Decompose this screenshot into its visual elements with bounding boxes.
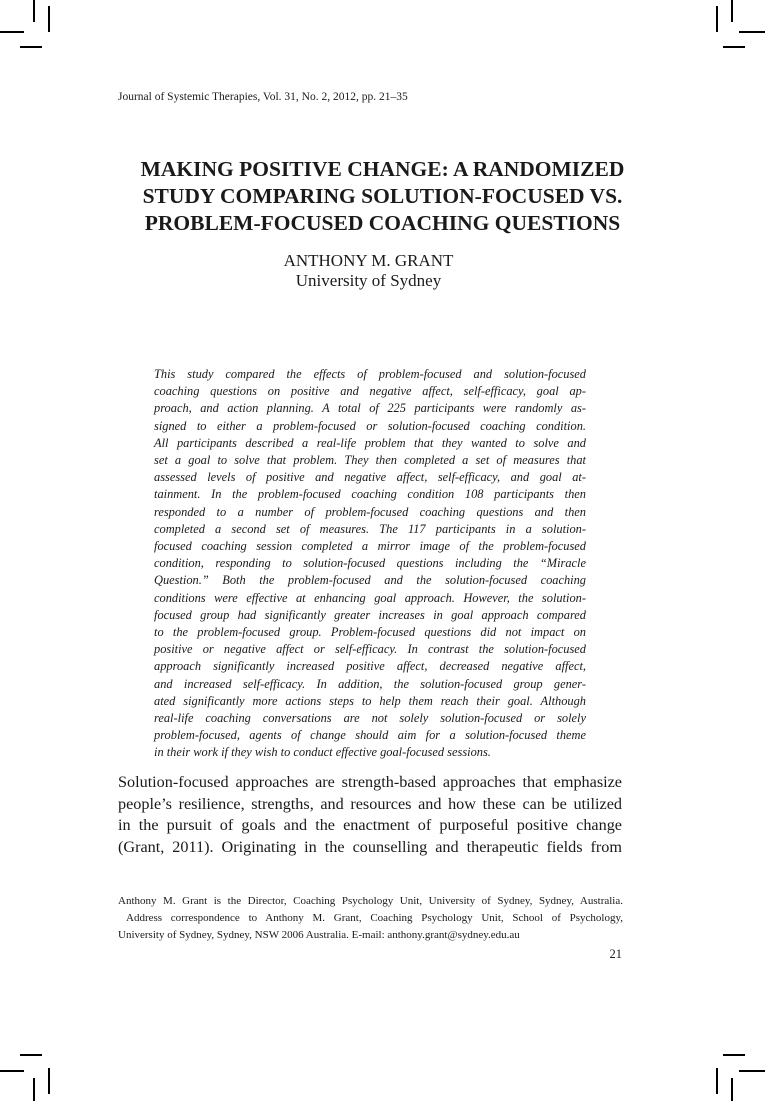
abstract-line: All participants described a real-life problem that they wanted to solve and bbox=[154, 435, 586, 450]
abstract-line: problem-focused, agents of change should aim for a solution-focused theme bbox=[154, 728, 586, 743]
abstract-line: ated significantly more actions steps to help them reach their goal. Although bbox=[154, 693, 586, 708]
title-line: MAKING POSITIVE CHANGE: A RANDOMIZED bbox=[140, 157, 625, 181]
running-head: Journal of Systemic Therapies, Vol. 31, No. 2, 2012, pp. 21–35 bbox=[118, 91, 408, 103]
abstract-line: assessed levels of positive and negative affect, self-efficacy, and goal at- bbox=[154, 470, 586, 485]
body-line: in the pursuit of goals and the enactment of purposeful positive change bbox=[118, 816, 622, 835]
abstract-line: responded to a number of problem-focused coaching questions and then bbox=[154, 504, 586, 519]
body-line: Solution-focused approaches are strength-based approaches that emphasize bbox=[118, 773, 622, 791]
abstract-line: coaching questions on positive and negative affect, self-efficacy, goal ap- bbox=[154, 384, 586, 399]
body-line: (Grant, 2011). Originating in the counselling and therapeutic fields from bbox=[118, 838, 622, 857]
abstract-line: positive or negative affect or self-efficacy. In contrast the solution-focused bbox=[154, 642, 586, 657]
abstract-line: This study compared the effects of problem-focused and solution-focused bbox=[154, 367, 586, 381]
abstract bbox=[154, 366, 586, 762]
footnote-line: Anthony M. Grant is the Director, Coaching Psychology Unit, University of Sydney, Sydney, Australia. bbox=[118, 895, 623, 907]
author-name: ANTHONY M. GRANT bbox=[283, 251, 454, 270]
author-footnote bbox=[118, 893, 623, 944]
abstract-line: and increased self-efficacy. In addition, the solution-focused group gener- bbox=[154, 676, 586, 691]
body-paragraph bbox=[118, 772, 622, 859]
abstract-line: focused coaching session completed a mirror image of the problem-focused bbox=[154, 539, 586, 554]
footnote-line: University of Sydney, Sydney, NSW 2006 Australia. E-mail: anthony.grant@sydney.edu.au bbox=[118, 929, 520, 941]
article-title bbox=[100, 156, 665, 237]
author-affiliation: University of Sydney bbox=[295, 271, 442, 290]
abstract-line: tainment. In the problem-focused coaching condition 108 participants then bbox=[154, 487, 586, 502]
abstract-line: set a goal to solve that problem. They then completed a set of measures that bbox=[154, 453, 586, 468]
title-line: PROBLEM-FOCUSED COACHING QUESTIONS bbox=[144, 211, 621, 235]
footnote-line: Address correspondence to Anthony M. Grant, Coaching Psychology Unit, School of Psychology, bbox=[126, 912, 623, 924]
title-line: STUDY COMPARING SOLUTION-FOCUSED VS. bbox=[142, 184, 623, 208]
author-block bbox=[100, 251, 637, 291]
body-line: people’s resilience, strengths, and resources and how these can be utilized bbox=[118, 794, 622, 813]
abstract-line: Question.” Both the problem-focused and the solution-focused coaching bbox=[154, 573, 586, 588]
abstract-line: signed to either a problem-focused or solution-focused coaching condition. bbox=[154, 418, 586, 433]
abstract-line: focused group had significantly greater increases in goal approach compared bbox=[154, 607, 586, 622]
abstract-line: real-life coaching conversations are not solely solution-focused or solely bbox=[154, 711, 586, 726]
abstract-line: conditions were effective at enhancing goal approach. However, the solution- bbox=[154, 590, 586, 605]
abstract-line: proach, and action planning. A total of 225 participants were randomly as- bbox=[154, 401, 586, 416]
abstract-line: approach significantly increased positive affect, decreased negative affect, bbox=[154, 659, 586, 674]
abstract-line: in their work if they wish to conduct effective goal-focused sessions. bbox=[154, 745, 491, 760]
abstract-line: condition, responding to solution-focused questions including the “Miracle bbox=[154, 556, 586, 571]
abstract-line: to the problem-focused group. Problem-focused questions did not impact on bbox=[154, 625, 586, 640]
abstract-line: completed a second set of measures. The 117 participants in a solution- bbox=[154, 521, 586, 536]
page-number: 21 bbox=[609, 947, 622, 961]
